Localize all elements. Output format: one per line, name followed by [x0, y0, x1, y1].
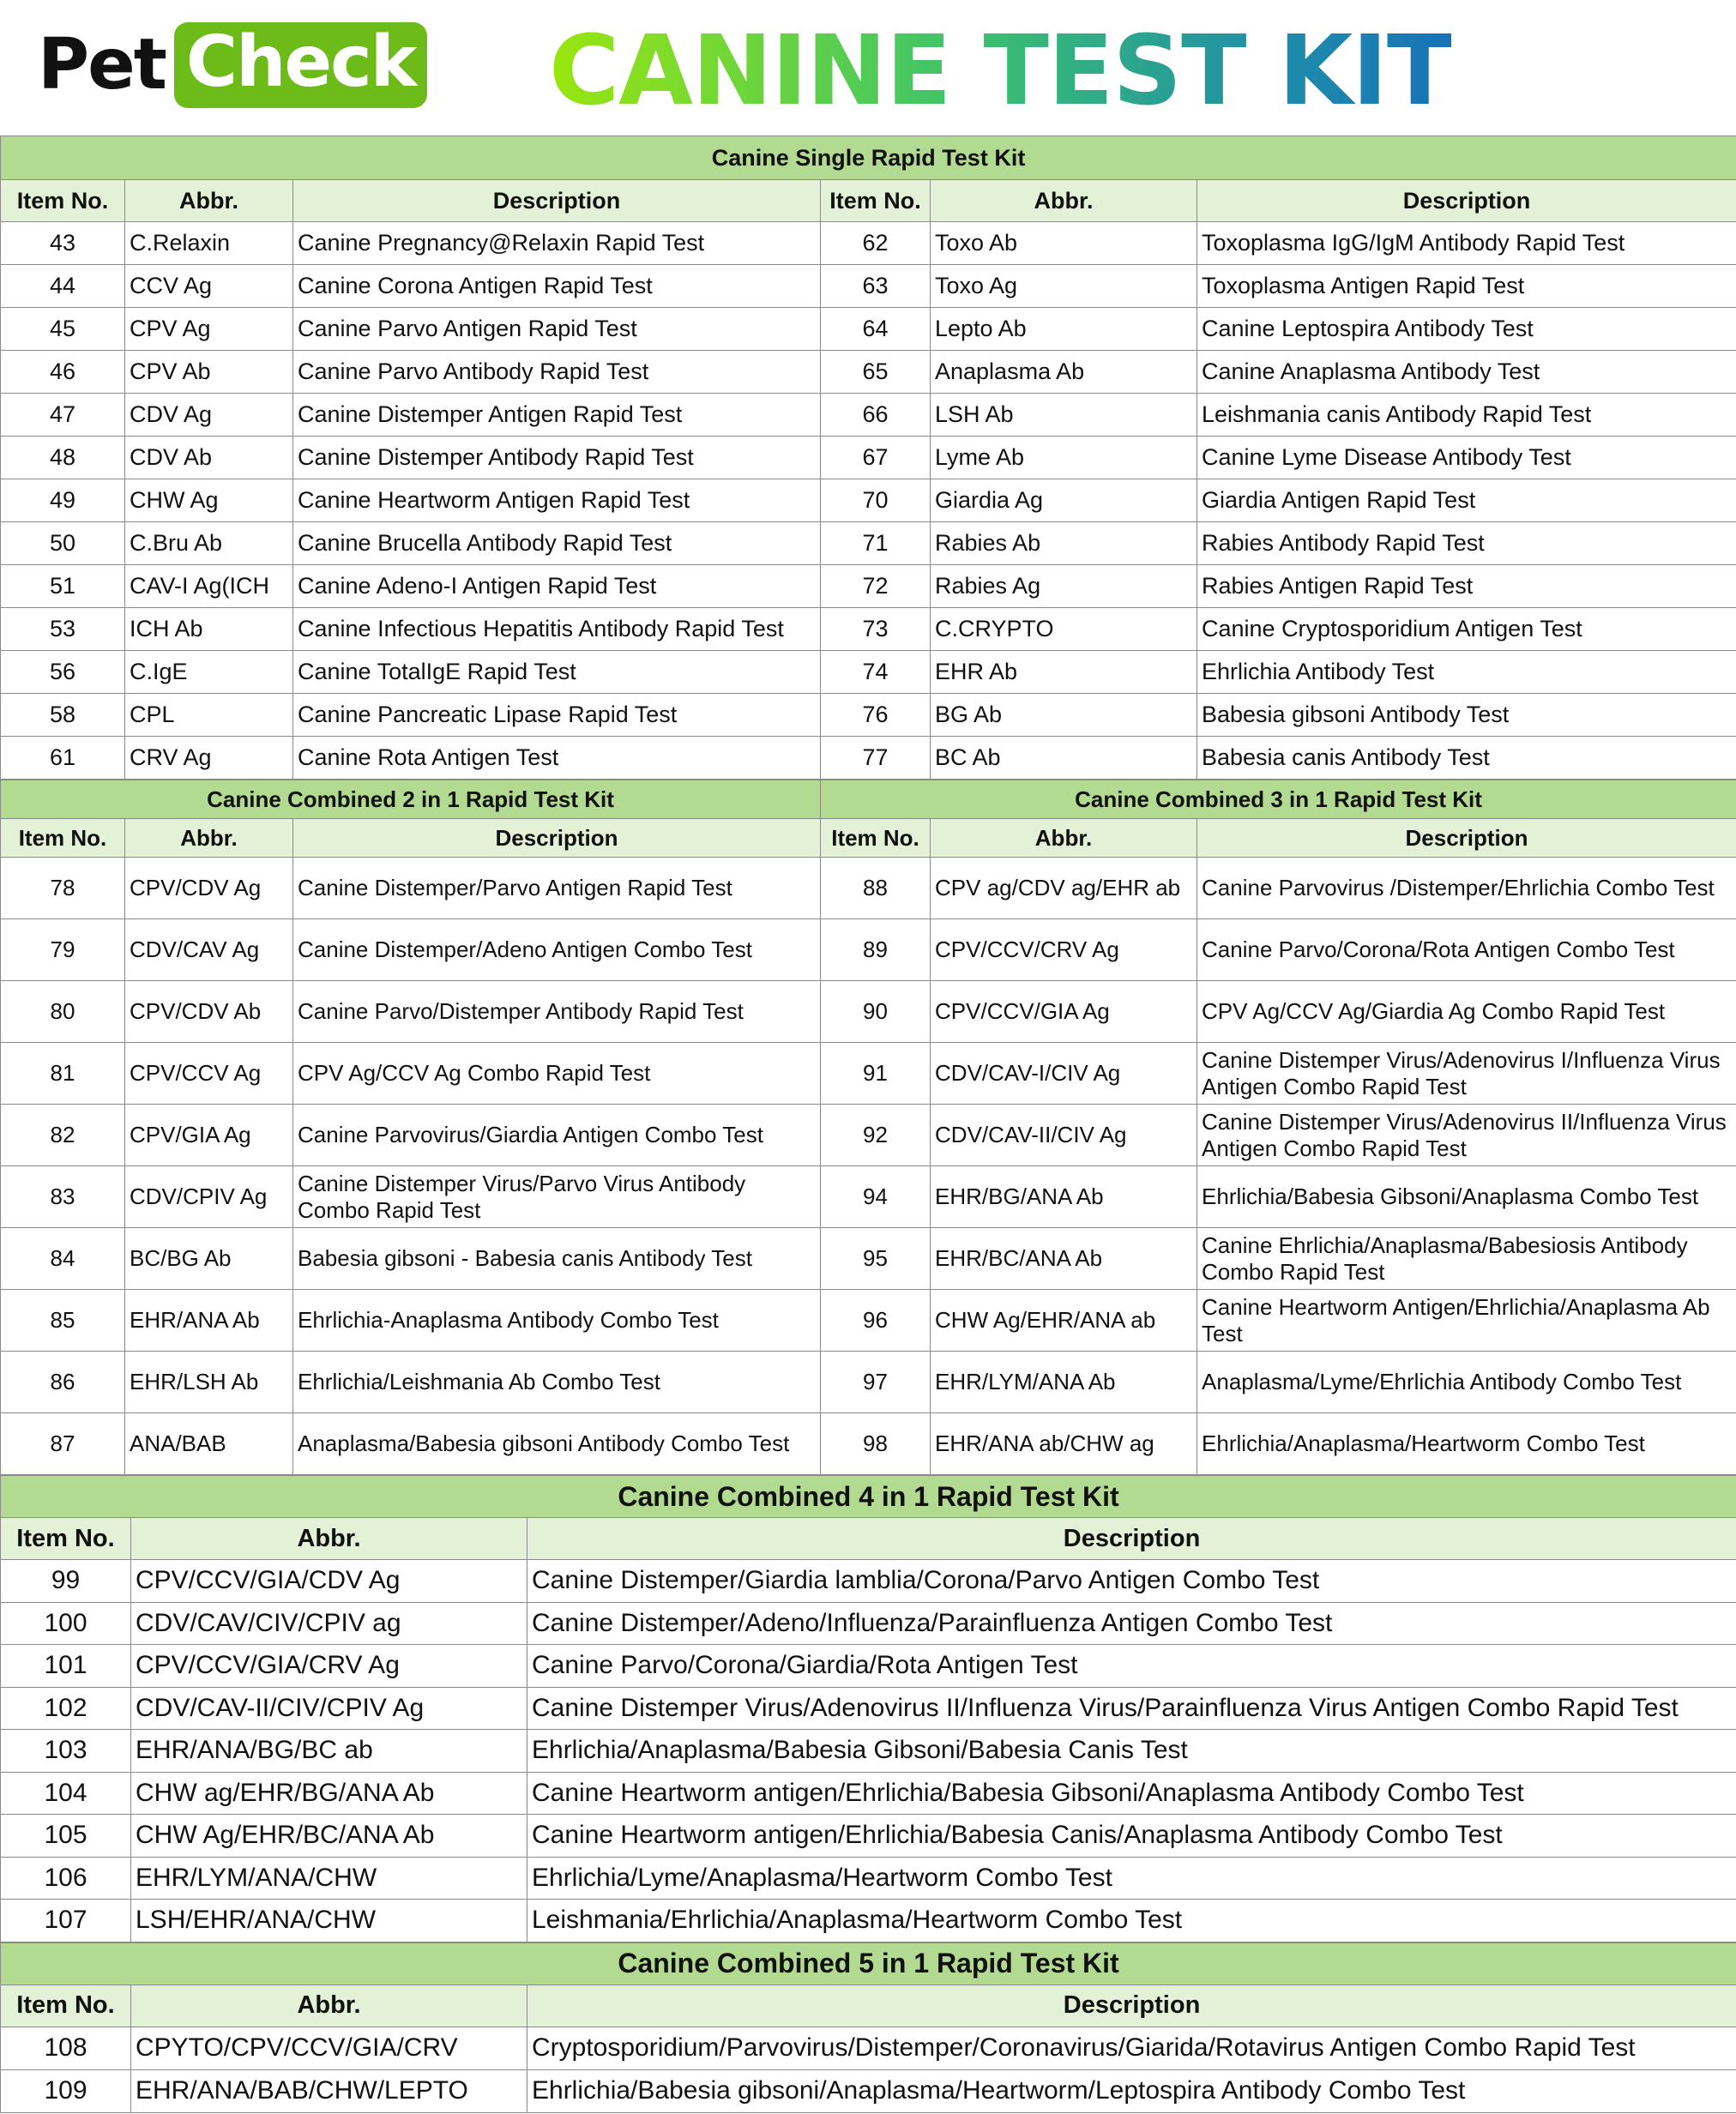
item-number: 82: [1, 1105, 125, 1166]
col-header-abbr: Abbr.: [125, 180, 293, 222]
abbreviation: CPV/CCV/GIA/CRV Ag: [131, 1645, 527, 1688]
table-row: [1, 1166, 1736, 1228]
item-number: 87: [1, 1413, 125, 1475]
item-number: 79: [1, 919, 125, 981]
table-row: [1, 1772, 1736, 1815]
abbreviation: BC/BG Ab: [125, 1228, 293, 1290]
table-row: [1, 394, 1736, 437]
abbreviation: C.CRYPTO: [931, 608, 1197, 651]
table-row: [1, 222, 1736, 265]
abbreviation: CPV/CCV/GIA/CDV Ag: [131, 1560, 527, 1603]
item-number: 109: [1, 2069, 131, 2112]
col-header-item: Item No.: [1, 1518, 131, 1560]
description: Canine Rota Antigen Test: [293, 737, 821, 780]
abbreviation: EHR/LSH Ab: [125, 1352, 293, 1413]
description: Canine Distemper/Adeno Antigen Combo Test: [293, 919, 821, 981]
abbreviation: EHR/BC/ANA Ab: [931, 1228, 1197, 1290]
single-test-table: [0, 136, 1736, 780]
description: Canine Heartworm Antigen/Ehrlichia/Anaplasma Ab Test: [1197, 1290, 1736, 1352]
col-header-abbr: Abbr.: [125, 819, 293, 858]
abbreviation: EHR/LYM/ANA Ab: [931, 1352, 1197, 1413]
table-row: [1, 608, 1736, 651]
description: Canine Heartworm antigen/Ehrlichia/Babesia Gibsoni/Anaplasma Antibody Combo Test: [527, 1772, 1736, 1815]
item-number: 78: [1, 858, 125, 919]
description: Canine Distemper Antibody Rapid Test: [293, 437, 821, 479]
table-row: [1, 265, 1736, 308]
item-number: 50: [1, 522, 125, 565]
col-header-abbr: Abbr.: [931, 180, 1197, 222]
description: Canine Distemper/Adeno/Influenza/Parainfluenza Antigen Combo Test: [527, 1602, 1736, 1645]
item-number: 85: [1, 1290, 125, 1352]
table-row: [1, 1560, 1736, 1603]
table-row: [1, 1900, 1736, 1942]
abbreviation: BC Ab: [931, 737, 1197, 780]
item-number: 92: [821, 1105, 931, 1166]
description: Canine Adeno-I Antigen Rapid Test: [293, 565, 821, 608]
abbreviation: CDV/CAV-I/CIV Ag: [931, 1043, 1197, 1105]
abbreviation: CPV/GIA Ag: [125, 1105, 293, 1166]
item-number: 64: [821, 308, 931, 351]
item-number: 101: [1, 1645, 131, 1688]
item-number: 97: [821, 1352, 931, 1413]
description: Canine Parvo Antigen Rapid Test: [293, 308, 821, 351]
table-row: [1, 308, 1736, 351]
col-header-item: Item No.: [821, 819, 931, 858]
abbreviation: CPV/CDV Ag: [125, 858, 293, 919]
col-header-description: Description: [1197, 180, 1736, 222]
description: Canine Leptospira Antibody Test: [1197, 308, 1736, 351]
abbreviation: CPV/CCV/GIA Ag: [931, 981, 1197, 1043]
item-number: 53: [1, 608, 125, 651]
abbreviation: CAV-I Ag(ICH: [125, 565, 293, 608]
item-number: 70: [821, 479, 931, 522]
table-row: [1, 1645, 1736, 1688]
col-header-item: Item No.: [1, 1985, 131, 2027]
section-title-3in1: Canine Combined 3 in 1 Rapid Test Kit: [821, 780, 1736, 819]
description: Giardia Antigen Rapid Test: [1197, 479, 1736, 522]
abbreviation: CDV Ab: [125, 437, 293, 479]
abbreviation: CHW Ag/EHR/ANA ab: [931, 1290, 1197, 1352]
abbreviation: CDV Ag: [125, 394, 293, 437]
description: Canine Distemper Virus/Parvo Virus Antibody Combo Rapid Test: [293, 1166, 821, 1228]
description: Canine Lyme Disease Antibody Test: [1197, 437, 1736, 479]
abbreviation: Lyme Ab: [931, 437, 1197, 479]
table-row: [1, 2069, 1736, 2112]
abbreviation: CHW Ag: [125, 479, 293, 522]
abbreviation: C.Relaxin: [125, 222, 293, 265]
item-number: 46: [1, 351, 125, 394]
logo-check-badge: Check: [174, 22, 427, 108]
description: Canine TotalIgE Rapid Test: [293, 651, 821, 694]
item-number: 108: [1, 2027, 131, 2069]
item-number: 96: [821, 1290, 931, 1352]
col-header-abbr: Abbr.: [131, 1985, 527, 2027]
abbreviation: EHR Ab: [931, 651, 1197, 694]
description: Canine Distemper/Giardia lamblia/Corona/Parvo Antigen Combo Test: [527, 1560, 1736, 1603]
abbreviation: CCV Ag: [125, 265, 293, 308]
description: Canine Distemper Antigen Rapid Test: [293, 394, 821, 437]
item-number: 99: [1, 1560, 131, 1603]
page-title: CANINE TEST KIT: [549, 15, 1452, 127]
table-row: [1, 522, 1736, 565]
description: Canine Ehrlichia/Anaplasma/Babesiosis Antibody Combo Rapid Test: [1197, 1228, 1736, 1290]
description: Canine Parvo/Distemper Antibody Rapid Test: [293, 981, 821, 1043]
table-row: [1, 1602, 1736, 1645]
col-header-description: Description: [293, 180, 821, 222]
description: Canine Parvovirus/Giardia Antigen Combo Test: [293, 1105, 821, 1166]
description: Canine Parvo/Corona/Rota Antigen Combo Test: [1197, 919, 1736, 981]
item-number: 83: [1, 1166, 125, 1228]
abbreviation: Giardia Ag: [931, 479, 1197, 522]
abbreviation: Toxo Ag: [931, 265, 1197, 308]
table-row: [1, 1815, 1736, 1858]
item-number: 48: [1, 437, 125, 479]
description: Ehrlichia/Leishmania Ab Combo Test: [293, 1352, 821, 1413]
abbreviation: CDV/CAV-II/CIV Ag: [931, 1105, 1197, 1166]
abbreviation: CDV/CPIV Ag: [125, 1166, 293, 1228]
col-header-item: Item No.: [1, 180, 125, 222]
description: Toxoplasma IgG/IgM Antibody Rapid Test: [1197, 222, 1736, 265]
item-number: 90: [821, 981, 931, 1043]
abbreviation: CPV/CCV Ag: [125, 1043, 293, 1105]
description: Ehrlichia/Lyme/Anaplasma/Heartworm Combo Test: [527, 1857, 1736, 1900]
item-number: 63: [821, 265, 931, 308]
col-header-description: Description: [527, 1518, 1736, 1560]
description: Canine Pancreatic Lipase Rapid Test: [293, 694, 821, 737]
abbreviation: CHW Ag/EHR/BC/ANA Ab: [131, 1815, 527, 1858]
abbreviation: Rabies Ab: [931, 522, 1197, 565]
page-header: [0, 0, 1736, 136]
table-row: [1, 981, 1736, 1043]
item-number: 107: [1, 1900, 131, 1942]
item-number: 47: [1, 394, 125, 437]
description: Canine Heartworm Antigen Rapid Test: [293, 479, 821, 522]
item-number: 94: [821, 1166, 931, 1228]
col-header-description: Description: [293, 819, 821, 858]
table-row: [1, 737, 1736, 780]
item-number: 81: [1, 1043, 125, 1105]
item-number: 51: [1, 565, 125, 608]
description: Canine Distemper Virus/Adenovirus I/Influenza Virus Antigen Combo Rapid Test: [1197, 1043, 1736, 1105]
item-number: 103: [1, 1730, 131, 1773]
section-title-5in1: Canine Combined 5 in 1 Rapid Test Kit: [1, 1942, 1736, 1985]
col-header-description: Description: [527, 1985, 1736, 2027]
item-number: 76: [821, 694, 931, 737]
petcheck-logo: [38, 22, 427, 108]
abbreviation: CPYTO/CPV/CCV/GIA/CRV: [131, 2027, 527, 2069]
item-number: 89: [821, 919, 931, 981]
item-number: 88: [821, 858, 931, 919]
abbreviation: CPL: [125, 694, 293, 737]
table-row: [1, 351, 1736, 394]
item-number: 86: [1, 1352, 125, 1413]
description: Rabies Antigen Rapid Test: [1197, 565, 1736, 608]
table-row: [1, 2027, 1736, 2069]
table-row: [1, 1105, 1736, 1166]
combo-4in1-table: [0, 1475, 1736, 1942]
item-number: 80: [1, 981, 125, 1043]
description: Ehrlichia-Anaplasma Antibody Combo Test: [293, 1290, 821, 1352]
description: Ehrlichia Antibody Test: [1197, 651, 1736, 694]
abbreviation: EHR/LYM/ANA/CHW: [131, 1857, 527, 1900]
description: Canine Distemper Virus/Adenovirus II/Influenza Virus/Parainfluenza Virus Antigen Combo Rapid Test: [527, 1687, 1736, 1730]
description: Leishmania canis Antibody Rapid Test: [1197, 394, 1736, 437]
abbreviation: CPV/CDV Ab: [125, 981, 293, 1043]
description: Ehrlichia/Babesia Gibsoni/Anaplasma Combo Test: [1197, 1166, 1736, 1228]
description: Ehrlichia/Babesia gibsoni/Anaplasma/Heartworm/Leptospira Antibody Combo Test: [527, 2069, 1736, 2112]
description: Rabies Antibody Rapid Test: [1197, 522, 1736, 565]
description: Canine Corona Antigen Rapid Test: [293, 265, 821, 308]
section-title-2in1: Canine Combined 2 in 1 Rapid Test Kit: [1, 780, 821, 819]
description: Canine Cryptosporidium Antigen Test: [1197, 608, 1736, 651]
item-number: 106: [1, 1857, 131, 1900]
abbreviation: CRV Ag: [125, 737, 293, 780]
abbreviation: EHR/BG/ANA Ab: [931, 1166, 1197, 1228]
table-row: [1, 858, 1736, 919]
col-header-item: Item No.: [1, 819, 125, 858]
col-header-abbr: Abbr.: [131, 1518, 527, 1560]
abbreviation: LSH/EHR/ANA/CHW: [131, 1900, 527, 1942]
abbreviation: EHR/ANA Ab: [125, 1290, 293, 1352]
table-row: [1, 919, 1736, 981]
item-number: 77: [821, 737, 931, 780]
description: Canine Pregnancy@Relaxin Rapid Test: [293, 222, 821, 265]
table-row: [1, 1687, 1736, 1730]
description: Ehrlichia/Anaplasma/Heartworm Combo Test: [1197, 1413, 1736, 1475]
item-number: 49: [1, 479, 125, 522]
item-number: 62: [821, 222, 931, 265]
description: Leishmania/Ehrlichia/Anaplasma/Heartworm Combo Test: [527, 1900, 1736, 1942]
abbreviation: CPV Ab: [125, 351, 293, 394]
item-number: 72: [821, 565, 931, 608]
item-number: 58: [1, 694, 125, 737]
col-header-abbr: Abbr.: [931, 819, 1197, 858]
description: Cryptosporidium/Parvovirus/Distemper/Coronavirus/Giarida/Rotavirus Antigen Combo Rapid Test: [527, 2027, 1736, 2069]
abbreviation: ANA/BAB: [125, 1413, 293, 1475]
description: Canine Infectious Hepatitis Antibody Rapid Test: [293, 608, 821, 651]
abbreviation: EHR/ANA/BG/BC ab: [131, 1730, 527, 1773]
abbreviation: BG Ab: [931, 694, 1197, 737]
description: Anaplasma/Lyme/Ehrlichia Antibody Combo Test: [1197, 1352, 1736, 1413]
description: Canine Anaplasma Antibody Test: [1197, 351, 1736, 394]
description: Toxoplasma Antigen Rapid Test: [1197, 265, 1736, 308]
table-row: [1, 1290, 1736, 1352]
item-number: 44: [1, 265, 125, 308]
item-number: 91: [821, 1043, 931, 1105]
description: Anaplasma/Babesia gibsoni Antibody Combo Test: [293, 1413, 821, 1475]
table-row: [1, 1857, 1736, 1900]
description: CPV Ag/CCV Ag Combo Rapid Test: [293, 1043, 821, 1105]
table-row: [1, 1730, 1736, 1773]
table-row: [1, 1413, 1736, 1475]
item-number: 102: [1, 1687, 131, 1730]
table-row: [1, 1043, 1736, 1105]
description: Ehrlichia/Anaplasma/Babesia Gibsoni/Babesia Canis Test: [527, 1730, 1736, 1773]
abbreviation: CPV/CCV/CRV Ag: [931, 919, 1197, 981]
section-title-single: Canine Single Rapid Test Kit: [1, 136, 1736, 180]
description: Babesia gibsoni - Babesia canis Antibody Test: [293, 1228, 821, 1290]
abbreviation: CDV/CAV Ag: [125, 919, 293, 981]
table-row: [1, 437, 1736, 479]
abbreviation: Anaplasma Ab: [931, 351, 1197, 394]
abbreviation: Rabies Ag: [931, 565, 1197, 608]
item-number: 66: [821, 394, 931, 437]
col-header-item: Item No.: [821, 180, 931, 222]
table-row: [1, 565, 1736, 608]
table-row: [1, 651, 1736, 694]
description: Canine Heartworm antigen/Ehrlichia/Babesia Canis/Anaplasma Antibody Combo Test: [527, 1815, 1736, 1858]
abbreviation: Lepto Ab: [931, 308, 1197, 351]
abbreviation: C.Bru Ab: [125, 522, 293, 565]
abbreviation: ICH Ab: [125, 608, 293, 651]
table-row: [1, 479, 1736, 522]
item-number: 61: [1, 737, 125, 780]
item-number: 105: [1, 1815, 131, 1858]
description: Canine Distemper/Parvo Antigen Rapid Test: [293, 858, 821, 919]
description: Babesia gibsoni Antibody Test: [1197, 694, 1736, 737]
abbreviation: Toxo Ab: [931, 222, 1197, 265]
item-number: 73: [821, 608, 931, 651]
item-number: 104: [1, 1772, 131, 1815]
abbreviation: CPV ag/CDV ag/EHR ab: [931, 858, 1197, 919]
abbreviation: C.IgE: [125, 651, 293, 694]
abbreviation: LSH Ab: [931, 394, 1197, 437]
combo-2-3-table: [0, 780, 1736, 1475]
abbreviation: CHW ag/EHR/BG/ANA Ab: [131, 1772, 527, 1815]
item-number: 43: [1, 222, 125, 265]
description: Canine Parvovirus /Distemper/Ehrlichia Combo Test: [1197, 858, 1736, 919]
item-number: 56: [1, 651, 125, 694]
table-row: [1, 1228, 1736, 1290]
description: Canine Brucella Antibody Rapid Test: [293, 522, 821, 565]
item-number: 45: [1, 308, 125, 351]
abbreviation: CDV/CAV/CIV/CPIV ag: [131, 1602, 527, 1645]
abbreviation: CDV/CAV-II/CIV/CPIV Ag: [131, 1687, 527, 1730]
item-number: 95: [821, 1228, 931, 1290]
item-number: 71: [821, 522, 931, 565]
section-title-4in1: Canine Combined 4 in 1 Rapid Test Kit: [1, 1476, 1736, 1518]
item-number: 84: [1, 1228, 125, 1290]
logo-pet-text: Pet: [38, 24, 166, 105]
item-number: 65: [821, 351, 931, 394]
col-header-description: Description: [1197, 819, 1736, 858]
description: Canine Distemper Virus/Adenovirus II/Influenza Virus Antigen Combo Rapid Test: [1197, 1105, 1736, 1166]
abbreviation: EHR/ANA/BAB/CHW/LEPTO: [131, 2069, 527, 2112]
abbreviation: CPV Ag: [125, 308, 293, 351]
table-row: [1, 1352, 1736, 1413]
table-row: [1, 694, 1736, 737]
item-number: 74: [821, 651, 931, 694]
description: CPV Ag/CCV Ag/Giardia Ag Combo Rapid Test: [1197, 981, 1736, 1043]
combo-5in1-table: [0, 1942, 1736, 2113]
description: Canine Parvo/Corona/Giardia/Rota Antigen Test: [527, 1645, 1736, 1688]
description: Babesia canis Antibody Test: [1197, 737, 1736, 780]
item-number: 98: [821, 1413, 931, 1475]
item-number: 67: [821, 437, 931, 479]
abbreviation: EHR/ANA ab/CHW ag: [931, 1413, 1197, 1475]
item-number: 100: [1, 1602, 131, 1645]
description: Canine Parvo Antibody Rapid Test: [293, 351, 821, 394]
